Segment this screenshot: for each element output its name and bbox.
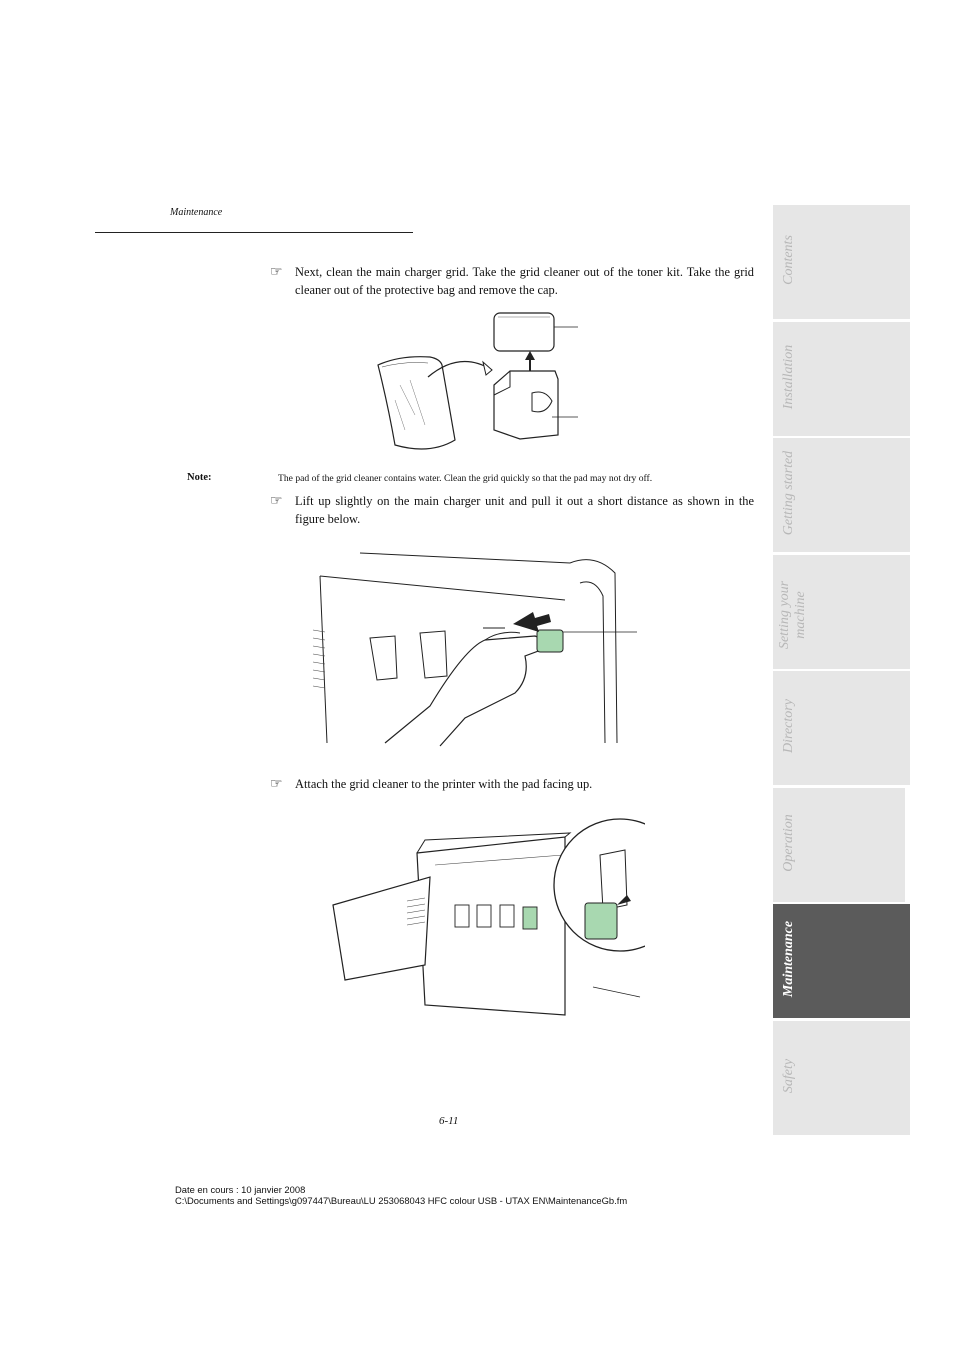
tab-maintenance-label: Maintenance: [781, 920, 796, 998]
tab-getting-started[interactable]: [773, 438, 910, 552]
footer: [175, 1184, 627, 1206]
step-2-text: Lift up slightly on the main charger unit and pull it out a short distance as shown in the figure below.: [295, 494, 754, 526]
footer-date: Date en cours : 10 janvier 2008: [175, 1184, 306, 1195]
tab-installation-label: Installation: [781, 344, 796, 410]
step-2: [270, 493, 754, 528]
tab-installation[interactable]: [773, 322, 910, 436]
tab-getting-started-label: Getting started: [781, 450, 796, 536]
tab-safety[interactable]: [773, 1021, 910, 1135]
tab-setting-your-machine-label: Setting your machine: [777, 580, 808, 650]
header-rule: [95, 232, 413, 233]
footer-path: C:\Documents and Settings\g097447\Bureau\LU 253068043 HFC colour USB - UTAX EN\MaintenanceGb.fm: [175, 1195, 628, 1206]
tab-operation[interactable]: [773, 788, 905, 902]
step-1-text: Next, clean the main charger grid. Take the grid cleaner out of the toner kit. Take the grid cleaner out of the protective bag and remove the cap.: [295, 265, 754, 297]
tab-directory[interactable]: [773, 671, 910, 785]
note-text: The pad of the grid cleaner contains water. Clean the grid quickly so that the pad may not dry off.: [278, 473, 653, 484]
note-label: Note:: [187, 472, 212, 483]
pointing-hand-icon: ☞: [270, 493, 283, 509]
tab-contents[interactable]: [773, 205, 910, 319]
step-1: [270, 264, 754, 299]
step-3-text: Attach the grid cleaner to the printer with the pad facing up.: [295, 777, 593, 791]
figure-grid-cleaner-unpack: [370, 305, 590, 455]
tab-maintenance[interactable]: [773, 904, 910, 1018]
tab-contents-label: Contents: [781, 235, 796, 285]
figure-attach-grid-cleaner: [325, 815, 645, 1020]
tab-safety-label: Safety: [781, 1058, 796, 1094]
tab-operation-label: Operation: [781, 814, 796, 872]
tab-directory-label: Directory: [781, 699, 796, 753]
figure-pull-main-charger: [305, 548, 645, 748]
pointing-hand-icon: ☞: [270, 264, 283, 280]
pointing-hand-icon: ☞: [270, 776, 283, 792]
running-header: Maintenance: [170, 207, 223, 218]
page-number: 6-11: [439, 1115, 459, 1127]
tab-setting-your-machine[interactable]: [773, 555, 910, 669]
step-3: [270, 776, 754, 794]
